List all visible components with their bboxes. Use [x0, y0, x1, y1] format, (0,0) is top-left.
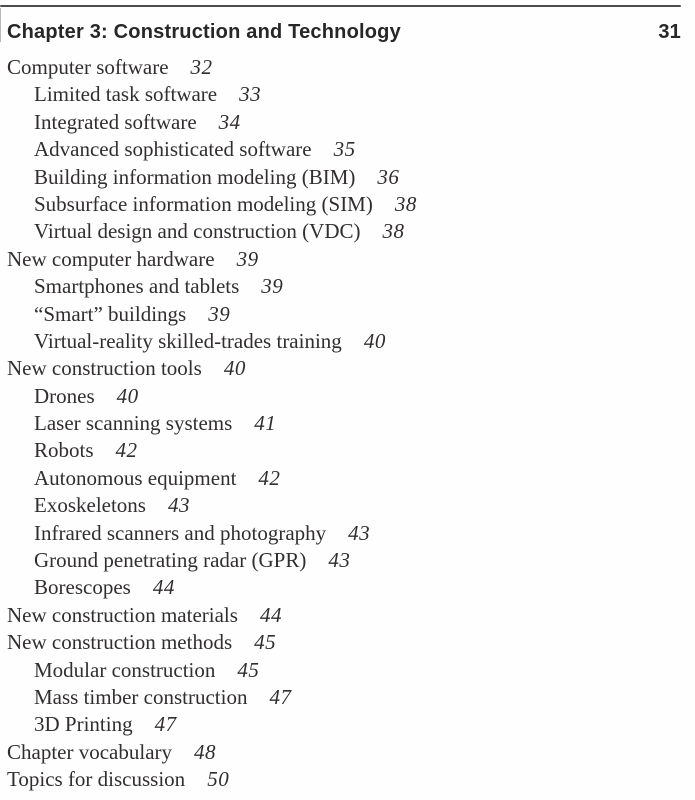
toc-entry-page: 42: [115, 438, 138, 463]
header-rule: [0, 5, 681, 7]
toc-entry-label: Limited task software: [34, 82, 218, 107]
chapter-header: [7, 21, 681, 44]
toc-entry-label: Robots: [34, 438, 94, 463]
toc-entry-page: 40: [363, 328, 386, 353]
toc-entry: [7, 739, 681, 766]
toc-entry: [7, 301, 681, 328]
toc-entry: [7, 684, 681, 711]
toc-entry: [7, 520, 681, 547]
page-edge-artifact: [0, 8, 1, 42]
toc-entry-label: Building information modeling (BIM): [34, 164, 356, 189]
toc-entry-page: 39: [208, 301, 231, 326]
toc-entry-page: 45: [237, 657, 260, 682]
toc-entry-page: 36: [377, 164, 400, 189]
toc-entry-label: Subsurface information modeling (SIM): [34, 191, 373, 216]
toc-entry-label: Computer software: [7, 55, 169, 79]
toc-entry-label: Infrared scanners and photography: [34, 520, 327, 545]
toc-entry-label: Borescopes: [34, 575, 131, 600]
toc-entry-label: New construction materials: [7, 602, 238, 627]
toc-entry-label: New construction tools: [7, 356, 202, 381]
toc-entry-page: 45: [254, 630, 277, 655]
toc-entry-page: 34: [218, 109, 241, 134]
toc-entry: [7, 109, 681, 136]
toc-entry: [7, 246, 681, 273]
toc-entry-label: New computer hardware: [7, 246, 215, 271]
toc-entry-page: 41: [254, 411, 277, 436]
toc-entry-label: Ground penetrating radar (GPR): [34, 548, 307, 573]
toc-entry-page: 39: [261, 274, 284, 299]
toc-entry-page: 43: [328, 548, 351, 573]
toc-entry: [7, 328, 681, 355]
toc-entry-page: 43: [167, 493, 190, 518]
toc-entry-page: 32: [190, 55, 213, 79]
toc-entry: [7, 164, 681, 191]
toc-entry: [7, 766, 681, 793]
toc-entry-label: Modular construction: [34, 657, 216, 682]
toc-entry-page: 44: [152, 575, 175, 600]
toc-entry-label: Laser scanning systems: [34, 411, 233, 436]
toc-entry-page: 44: [259, 602, 282, 627]
toc-entry: [7, 218, 681, 245]
toc-entry: [7, 355, 681, 382]
toc-entry: [7, 81, 681, 108]
toc-entry: [7, 465, 681, 492]
toc-entry-label: Chapter vocabulary: [7, 739, 173, 764]
toc-entry-label: Smartphones and tablets: [34, 274, 240, 299]
toc-entry: [7, 136, 681, 163]
toc-entry-page: 40: [116, 383, 139, 408]
toc-entry: [7, 492, 681, 519]
toc-entry-page: 38: [382, 219, 405, 244]
toc-entry: [7, 711, 681, 738]
toc-entry-page: 48: [194, 739, 217, 764]
toc-entry-page: 38: [394, 191, 417, 216]
chapter-title: Chapter 3: Construction and Technology: [7, 21, 401, 43]
toc-entry: [7, 574, 681, 601]
toc-entry-page: 40: [223, 356, 246, 381]
toc-entry-page: 39: [236, 246, 259, 271]
toc-entry-label: Autonomous equipment: [34, 465, 237, 490]
toc-entry-page: 33: [239, 82, 262, 107]
toc-entry-label: “Smart” buildings: [34, 301, 187, 326]
toc-entry: [7, 657, 681, 684]
toc-entry-page: 35: [333, 137, 356, 162]
toc-entry: [7, 54, 681, 81]
toc-entry: [7, 547, 681, 574]
toc-entry-label: Integrated software: [34, 109, 197, 134]
toc-entry-label: New construction methods: [7, 630, 233, 655]
toc-list: [7, 54, 681, 794]
toc-entry: [7, 273, 681, 300]
toc-entry-label: Topics for discussion: [7, 767, 186, 792]
toc-entry-label: Virtual-reality skilled-trades training: [34, 328, 342, 353]
toc-entry: [7, 191, 681, 218]
toc-entry: [7, 410, 681, 437]
toc-entry-label: Virtual design and construction (VDC): [34, 219, 361, 244]
chapter-page-number: 31: [658, 21, 681, 43]
toc-entry-label: Drones: [34, 383, 95, 408]
toc-entry-label: Exoskeletons: [34, 493, 146, 518]
toc-entry-page: 50: [207, 767, 230, 792]
toc-entry-page: 43: [348, 520, 371, 545]
toc-entry-label: Advanced sophisticated software: [34, 137, 312, 162]
toc-entry-page: 47: [154, 712, 177, 737]
toc-entry-page: 42: [258, 465, 281, 490]
toc-entry: [7, 602, 681, 629]
toc-entry: [7, 383, 681, 410]
toc-entry-label: 3D Printing: [34, 712, 133, 737]
toc-entry-label: Mass timber construction: [34, 684, 248, 709]
toc-entry: [7, 629, 681, 656]
toc-entry-page: 47: [269, 684, 292, 709]
toc-entry: [7, 437, 681, 464]
